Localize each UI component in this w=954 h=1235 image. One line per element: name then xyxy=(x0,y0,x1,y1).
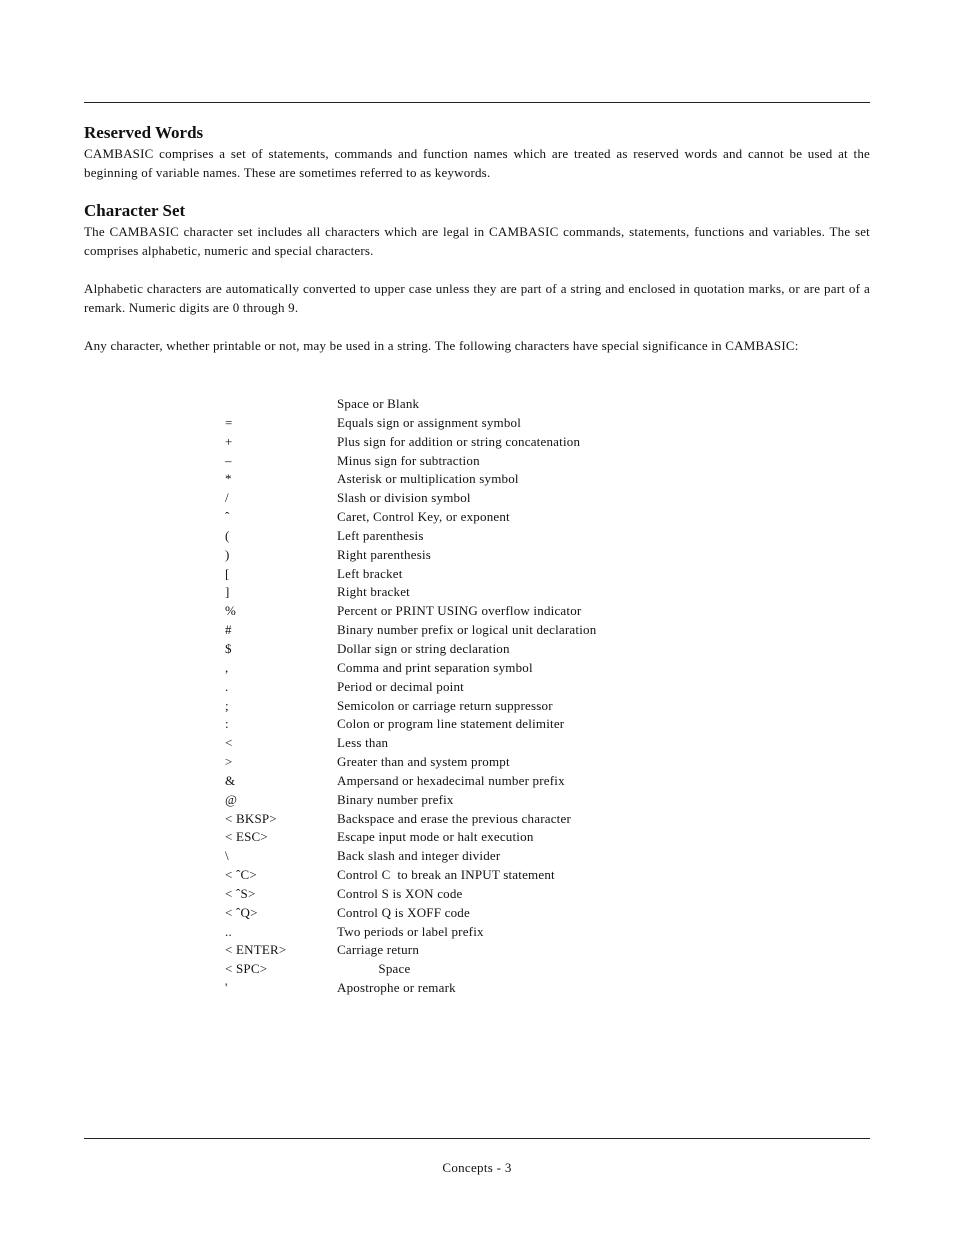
character-row xyxy=(225,772,596,791)
character-description: Period or decimal point xyxy=(337,678,464,694)
character-description: Two periods or label prefix xyxy=(337,923,484,939)
character-description: Colon or program line statement delimiter xyxy=(337,716,565,732)
character-row xyxy=(225,659,596,678)
character-row xyxy=(225,470,596,489)
character-symbol: [ xyxy=(225,565,230,581)
character-row xyxy=(225,395,596,414)
character-row xyxy=(225,583,596,602)
character-row xyxy=(225,866,596,885)
character-row xyxy=(225,960,596,979)
character-description: Carriage return xyxy=(337,942,420,958)
character-symbol: / xyxy=(225,490,229,506)
character-symbol: , xyxy=(225,659,229,675)
character-description: Right bracket xyxy=(337,584,410,600)
character-row xyxy=(225,715,596,734)
character-symbol: ; xyxy=(225,697,229,713)
character-symbol: < ˆQ> xyxy=(225,904,258,920)
character-symbol: ˆ xyxy=(225,509,230,525)
character-row xyxy=(225,734,596,753)
character-row xyxy=(225,923,596,942)
character-symbol: $ xyxy=(225,640,232,656)
character-symbol: ' xyxy=(225,980,228,996)
character-description: Dollar sign or string declaration xyxy=(337,640,510,656)
character-row xyxy=(225,546,596,565)
character-description: Less than xyxy=(337,735,389,751)
character-row xyxy=(225,828,596,847)
character-row xyxy=(225,414,596,433)
character-description: Apostrophe or remark xyxy=(337,980,456,996)
character-description: Backspace and erase the previous character xyxy=(337,810,571,826)
character-symbol: @ xyxy=(225,791,238,807)
character-row xyxy=(225,602,596,621)
character-symbol: & xyxy=(225,772,236,788)
character-description: Ampersand or hexadecimal number prefix xyxy=(337,772,565,788)
character-description: Control C to break an INPUT statement xyxy=(337,867,555,883)
character-description: Space or Blank xyxy=(337,396,420,411)
character-row xyxy=(225,565,596,584)
character-symbol: < ˆS> xyxy=(225,885,256,901)
character-description: Comma and print separation symbol xyxy=(337,659,533,675)
character-row xyxy=(225,904,596,923)
character-symbol: + xyxy=(225,433,233,449)
character-description: Right parenthesis xyxy=(337,546,432,562)
character-symbol: < xyxy=(225,735,233,751)
character-description: Control Q is XOFF code xyxy=(337,904,470,920)
character-symbol: < ˆC> xyxy=(225,867,257,883)
character-description: Plus sign for addition or string concatenation xyxy=(337,433,581,449)
character-row xyxy=(225,753,596,772)
character-description: Minus sign for subtraction xyxy=(337,452,480,468)
character-description: Binary number prefix xyxy=(337,791,454,807)
page-body xyxy=(84,122,870,355)
character-row xyxy=(225,810,596,829)
character-description: Control S is XON code xyxy=(337,885,463,901)
character-symbol: \ xyxy=(225,848,229,864)
character-description: Semicolon or carriage return suppressor xyxy=(337,697,553,713)
character-row xyxy=(225,697,596,716)
character-symbol: % xyxy=(225,603,237,619)
character-description: Asterisk or multiplication symbol xyxy=(337,471,519,487)
character-symbol: # xyxy=(225,622,232,638)
character-symbol: < ESC> xyxy=(225,829,268,845)
page-number: Concepts - 3 xyxy=(442,1160,512,1175)
character-description: Caret, Control Key, or exponent xyxy=(337,509,510,525)
character-set-paragraph-2: Alphabetic characters are automatically converted to upper case unless they are part of a string and enclosed in quotation marks, or are part of a remark. Numeric digits are 0 through 9. xyxy=(84,281,870,315)
character-symbol: ( xyxy=(225,527,230,543)
character-description: Left parenthesis xyxy=(337,527,424,543)
character-row xyxy=(225,847,596,866)
character-description: Percent or PRINT USING overflow indicator xyxy=(337,603,582,619)
character-row xyxy=(225,433,596,452)
character-row xyxy=(225,791,596,810)
character-row xyxy=(225,621,596,640)
character-description: Slash or division symbol xyxy=(337,490,471,506)
reserved-words-paragraph: CAMBASIC comprises a set of statements, commands and function names which are treated as reserved words and cannot be used at the beginning of variable names. These are sometimes referred to as keywords. xyxy=(84,146,870,180)
character-description: Binary number prefix or logical unit declaration xyxy=(337,622,597,638)
character-row xyxy=(225,885,596,904)
character-symbol: : xyxy=(225,716,229,732)
character-set-paragraph-3: Any character, whether printable or not, may be used in a string. The following characters have special significance in CAMBASIC: xyxy=(84,338,799,353)
character-symbol: . xyxy=(225,678,229,694)
character-symbol: * xyxy=(225,471,232,487)
character-symbol xyxy=(225,395,337,414)
character-description: Escape input mode or halt execution xyxy=(337,829,534,845)
character-symbol: – xyxy=(225,452,232,468)
character-symbol: ) xyxy=(225,546,230,562)
special-characters-table xyxy=(225,395,596,998)
character-row xyxy=(225,452,596,471)
character-set-paragraph-1: The CAMBASIC character set includes all characters which are legal in CAMBASIC commands, statements, functions and variables. The set comprises alphabetic, numeric and special characters. xyxy=(84,224,870,258)
character-description: Space xyxy=(337,961,411,977)
character-description: Left bracket xyxy=(337,565,403,581)
character-symbol: < ENTER> xyxy=(225,942,287,958)
header-divider xyxy=(84,102,870,103)
character-row xyxy=(225,527,596,546)
character-row xyxy=(225,979,596,998)
footer-divider xyxy=(84,1138,870,1139)
character-row xyxy=(225,941,596,960)
character-symbol: ] xyxy=(225,584,230,600)
character-description: Back slash and integer divider xyxy=(337,848,501,864)
character-row xyxy=(225,508,596,527)
character-symbol: > xyxy=(225,754,233,770)
character-symbol: .. xyxy=(225,923,232,939)
character-row xyxy=(225,678,596,697)
character-symbol: < BKSP> xyxy=(225,810,277,826)
character-description: Equals sign or assignment symbol xyxy=(337,414,522,430)
section-title-reserved-words: Reserved Words xyxy=(84,123,204,142)
character-symbol: = xyxy=(225,414,233,430)
character-symbol: < SPC> xyxy=(225,961,268,977)
section-title-character-set: Character Set xyxy=(84,201,186,220)
character-description: Greater than and system prompt xyxy=(337,754,510,770)
character-row xyxy=(225,640,596,659)
character-row xyxy=(225,489,596,508)
